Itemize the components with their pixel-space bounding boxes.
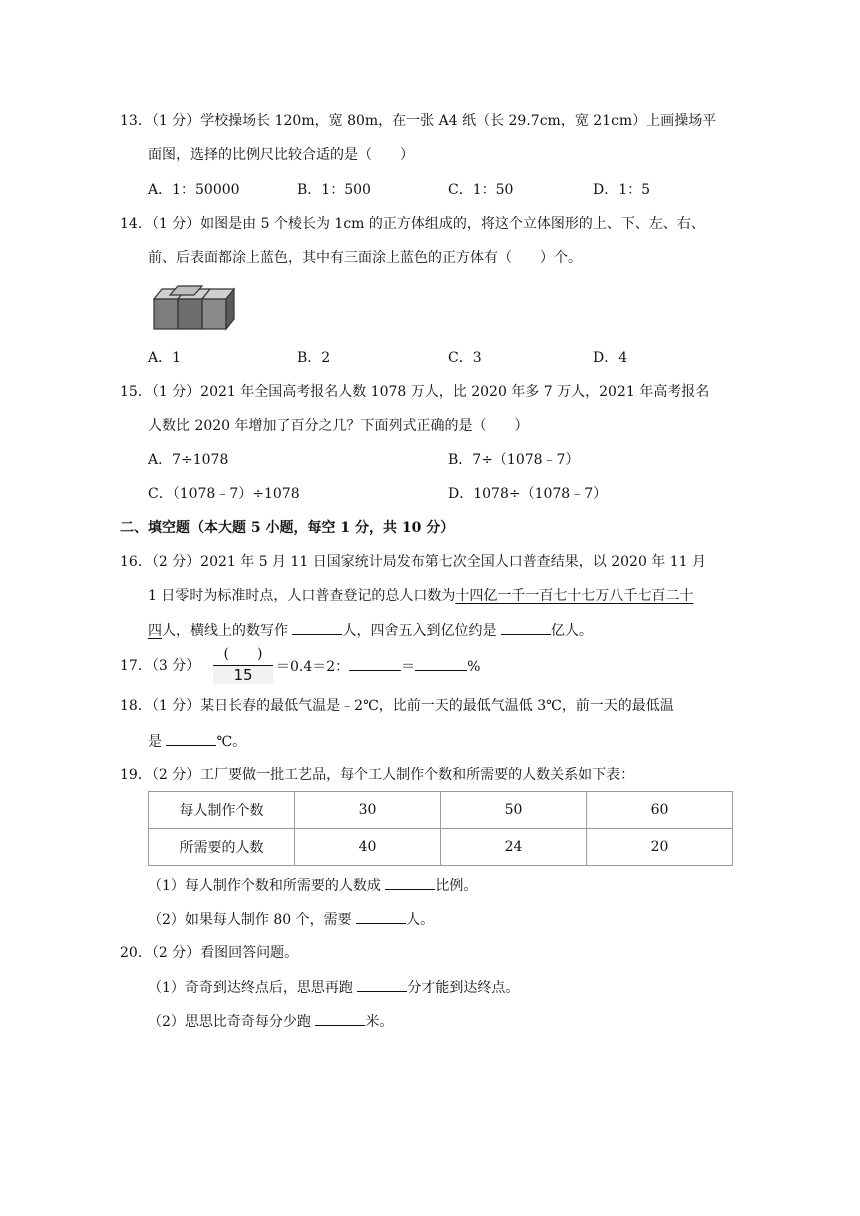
q16-line3-text-c: 亿人。 (550, 623, 593, 639)
q17-text-c: % (467, 659, 481, 675)
q19-sub2-pre: （2）如果每人制作 80 个，需要 (148, 912, 357, 928)
q19-sub1-post: 比例。 (435, 878, 478, 894)
q19-cell-r1-c3: 60 (587, 792, 733, 829)
q19-sub1-pre: （1）每人制作个数和所需要的人数成 (148, 878, 386, 894)
q15-option-c: C．（1078﹣7）÷1078 (148, 486, 300, 502)
q19-cell-r2-c3: 20 (587, 829, 733, 866)
q14-option-a: A．1 (148, 350, 182, 366)
q17-fraction-numerator[interactable]: ( ) (223, 646, 263, 662)
q13-stem-line1: 13．（1 分）学校操场长 120m，宽 80m，在一张 A4 纸（长 29.7cm，宽 21cm）上画操场平 (120, 113, 717, 129)
q19-stem-line1: 19．（2 分）工厂要做一批工艺品，每个工人制作个数和所需要的人数关系如下表： (120, 767, 635, 783)
q17-prefix: 17．（3 分） (120, 658, 201, 674)
q18-answer-blank[interactable] (166, 731, 216, 746)
q15-option-b: B．7÷（1078﹣7） (448, 452, 580, 468)
q17-text-b: ＝ (401, 659, 416, 675)
q14-option-d: D．4 (593, 350, 628, 366)
q20-sub1-post: 分才能到达终点。 (407, 980, 520, 996)
q13-option-d: D．1：5 (593, 182, 651, 198)
q19-cell-r1-c1: 30 (295, 792, 441, 829)
q20-sub2-pre: （2）思思比奇奇每分少跑 (148, 1014, 316, 1030)
q14-stem-line1: 14．（1 分）如图是由 5 个棱长为 1cm 的正方体组成的，将这个立体图形的上、下、左、右、 (120, 216, 705, 232)
q13-option-c: C．1：50 (448, 182, 514, 198)
q17-answer-blank-2[interactable] (415, 656, 467, 671)
q19-answer-blank-2[interactable] (356, 909, 406, 924)
q20-sub2 (148, 1011, 393, 1032)
q19-cell-r2-c2: 24 (441, 829, 587, 866)
q19-table-row (149, 829, 733, 866)
q18-line2-post: ℃。 (216, 734, 247, 750)
q20-sub2-post: 米。 (365, 1014, 394, 1030)
q16-answer-blank-2[interactable] (501, 620, 551, 635)
q13-option-a: A．1：50000 (148, 182, 240, 198)
q19-sub2-post: 人。 (406, 912, 435, 928)
q18-stem-line2 (148, 731, 246, 752)
q13-stem-line2: 面图，选择的比例尺比较合适的是（ ） (148, 147, 414, 163)
q14-option-b: B．2 (297, 350, 331, 366)
q19-cell-r2-c1: 40 (295, 829, 441, 866)
q19-table-row (149, 792, 733, 829)
q16-stem-line3 (148, 620, 593, 641)
q16-population-words: 十四亿一千一百七十七万八千七百二十 (455, 588, 694, 604)
q20-answer-blank-1[interactable] (357, 977, 407, 992)
q17-rest (276, 656, 480, 677)
q16-population-words-end: 四 (148, 623, 162, 639)
q16-line3-text-a: 人，横线上的数写作 (162, 623, 293, 639)
q14-option-c: C．3 (448, 350, 482, 366)
q19-sub2 (148, 909, 434, 930)
q20-answer-blank-2[interactable] (315, 1011, 365, 1026)
q14-stem-line2: 前、后表面都涂上蓝色，其中有三面涂上蓝色的正方体有（ ）个。 (148, 250, 582, 266)
q16-stem-line1: 16．（2 分）2021 年 5 月 11 日国家统计局发布第七次全国人口普查结果，以 2020 年 11 月 (120, 554, 707, 570)
q17-fraction (213, 645, 273, 684)
section-2-heading: 二、填空题（本大题 5 小题，每空 1 分，共 10 分） (120, 520, 455, 536)
q19-table (148, 791, 733, 866)
q16-line2-text: 1 日零时为标准时点，人口普查登记的总人口数为 (148, 588, 456, 604)
q17-answer-blank-1[interactable] (349, 656, 401, 671)
q15-option-a: A．7÷1078 (148, 452, 229, 468)
q16-answer-blank-1[interactable] (292, 620, 342, 635)
q18-stem-line1: 18．（1 分）某日长春的最低气温是﹣2℃，比前一天的最低气温低 3℃，前一天的最低温 (120, 698, 674, 714)
q17-fraction-denominator: 15 (213, 666, 273, 684)
cube-figure (152, 285, 236, 331)
q17-text-a: ＝0.4＝2： (276, 659, 350, 675)
q19-sub1 (148, 875, 477, 896)
q15-stem-line1: 15．（1 分）2021 年全国高考报名人数 1078 万人，比 2020 年多 7 万人，2021 年高考报名 (120, 384, 710, 400)
q13-option-b: B．1：500 (297, 182, 371, 198)
q15-stem-line2: 人数比 2020 年增加了百分之几？下面列式正确的是（ ） (148, 418, 529, 434)
q18-line2-pre: 是 (148, 734, 167, 750)
q16-line3-text-b: 人，四舍五入到亿位约是 (342, 623, 501, 639)
q19-cell-r1-c2: 50 (441, 792, 587, 829)
q19-cell-header-people: 所需要的人数 (149, 829, 295, 866)
q19-cell-header-per-person: 每人制作个数 (149, 792, 295, 829)
q15-option-d: D．1078÷（1078﹣7） (448, 486, 608, 502)
q16-stem-line2 (148, 586, 693, 606)
q20-sub1-pre: （1）奇奇到达终点后，思思再跑 (148, 980, 358, 996)
q20-sub1 (148, 977, 519, 998)
q20-stem-line1: 20．（2 分）看图回答问题。 (120, 945, 299, 961)
q19-answer-blank-1[interactable] (385, 875, 435, 890)
